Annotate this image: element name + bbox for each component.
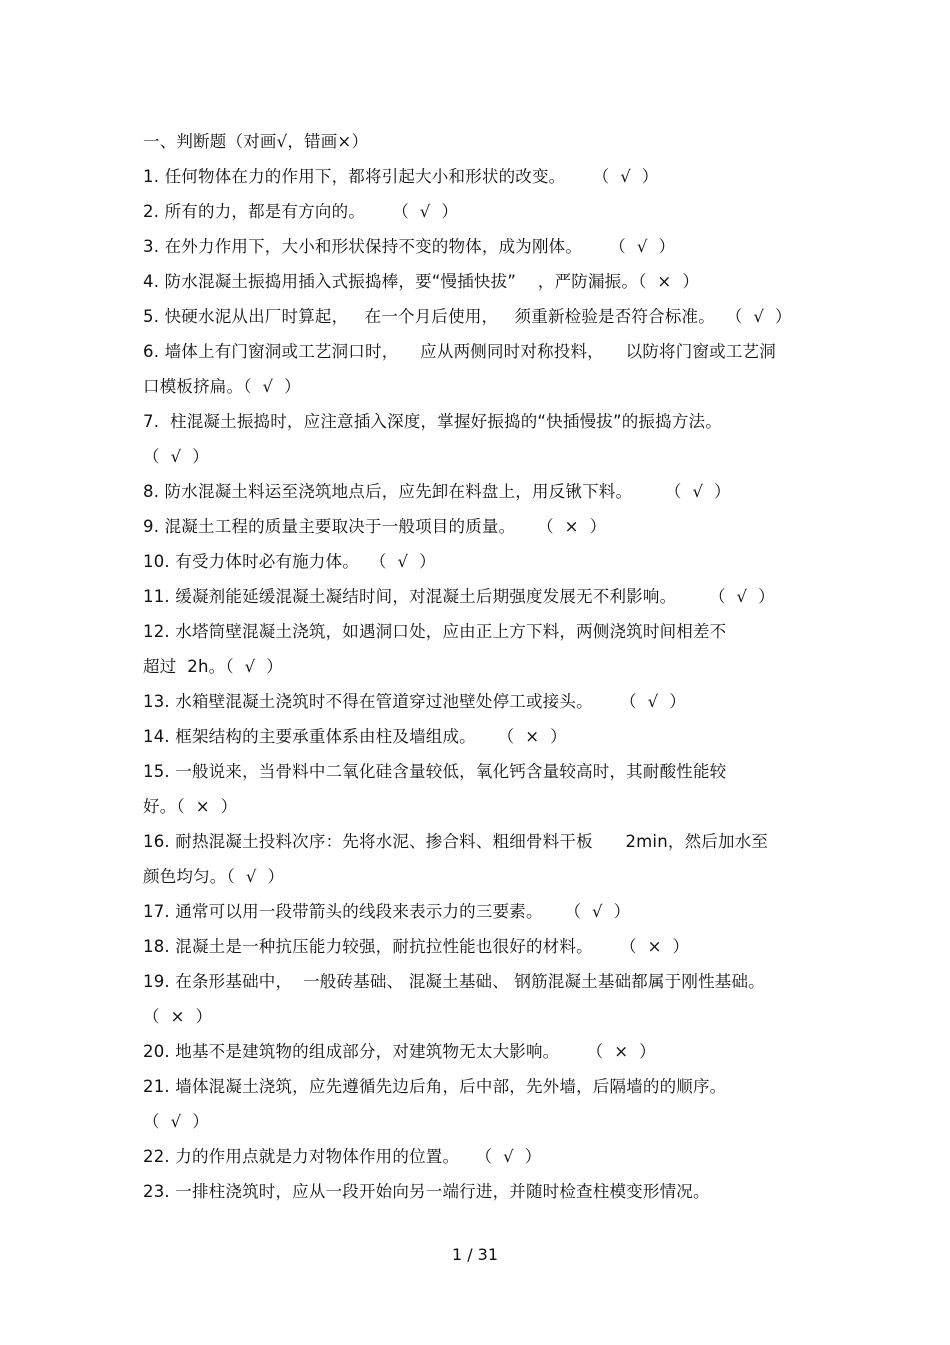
- question-line: 7. 柱混凝土振捣时，应注意插入深度，掌握好振捣的“快插慢拔”的振捣方法。: [143, 412, 722, 431]
- question-line: 口模板挤扁。（ √ ）: [143, 377, 301, 396]
- page-number: 1 / 31: [451, 1245, 499, 1264]
- question-line: （ × ）: [143, 1007, 213, 1026]
- document-body: [143, 124, 823, 1209]
- question-line: （ √ ）: [143, 447, 209, 466]
- question-line: 17. 通常可以用一段带箭头的线段来表示力的三要素。 （ √ ）: [143, 902, 631, 921]
- question-line: 超过 2h。（ √ ）: [143, 657, 283, 676]
- question-line: 5. 快硬水泥从出厂时算起， 在一个月后使用， 须重新检验是否符合标准。 （ √ ）: [143, 307, 792, 326]
- question-line: 12. 水塔筒壁混凝土浇筑，如遇洞口处，应由正上方下料，两侧浇筑时间相差不: [143, 622, 727, 641]
- question-line: 23. 一排柱浇筑时，应从一段开始向另一端行进，并随时检查柱模变形情况。: [143, 1182, 710, 1201]
- question-line: 19. 在条形基础中， 一般砖基础、 混凝土基础、 钢筋混凝土基础都属于刚性基础。: [143, 972, 765, 991]
- question-line: 3. 在外力作用下，大小和形状保持不变的物体，成为刚体。 （ √ ）: [143, 237, 676, 256]
- question-line: 13. 水箱壁混凝土浇筑时不得在管道穿过池壁处停工或接头。 （ √ ）: [143, 692, 686, 711]
- question-line: 好。（ × ）: [143, 797, 238, 816]
- question-line: 21. 墙体混凝土浇筑，应先遵循先边后角，后中部，先外墙，后隔墙的的顺序。: [143, 1077, 727, 1096]
- question-line: 11. 缓凝剂能延缓混凝土凝结时间，对混凝土后期强度发展无不利影响。 （ √ ）: [143, 587, 775, 606]
- question-line: 15. 一般说来，当骨料中二氧化硅含量较低，氧化钙含量较高时，其耐酸性能较: [143, 762, 727, 781]
- question-line: 8. 防水混凝土料运至浇筑地点后，应先卸在料盘上，用反锹下料。 （ √ ）: [143, 482, 731, 501]
- question-line: 9. 混凝土工程的质量主要取决于一般项目的质量。 （ × ）: [143, 517, 607, 536]
- question-line: 20. 地基不是建筑物的组成部分，对建筑物无太大影响。 （ × ）: [143, 1042, 656, 1061]
- question-line: 14. 框架结构的主要承重体系由柱及墙组成。 （ × ）: [143, 727, 567, 746]
- question-line: 16. 耐热混凝土投料次序：先将水泥、掺合料、粗细骨料干板 2min，然后加水至: [143, 832, 769, 851]
- question-line: 4. 防水混凝土振捣用插入式振捣棒，要“慢插快拔” ，严防漏振。（ × ）: [143, 272, 700, 291]
- question-line: 18. 混凝土是一种抗压能力较强，耐抗拉性能也很好的材料。 （ × ）: [143, 937, 690, 956]
- section-title: 一、判断题（对画√，错画×）: [143, 132, 369, 151]
- question-line: （ √ ）: [143, 1112, 209, 1131]
- question-line: 2. 所有的力，都是有方向的。 （ √ ）: [143, 202, 459, 221]
- question-line: 6. 墙体上有门窗洞或工艺洞口时， 应从两侧同时对称投料， 以防将门窗或工艺洞: [143, 342, 776, 361]
- question-line: 10. 有受力体时必有施力体。 （ √ ）: [143, 552, 436, 571]
- question-line: 颜色均匀。（ √ ）: [143, 867, 285, 886]
- question-line: 22. 力的作用点就是力对物体作用的位置。 （ √ ）: [143, 1147, 542, 1166]
- question-line: 1. 任何物体在力的作用下，都将引起大小和形状的改变。 （ √ ）: [143, 167, 659, 186]
